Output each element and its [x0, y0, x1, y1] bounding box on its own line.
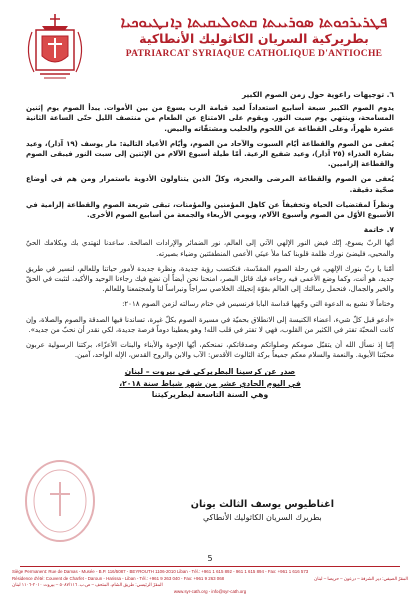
issued-year-of-patriarchate: وهي السنة التاسعة لبطريركيتنا — [151, 390, 269, 400]
issued-place: صدر عن كرسينا البطريركي في بيروت – لبنان — [124, 367, 296, 377]
issuance-statement — [26, 366, 394, 401]
signatory-name: اغناطيوس يوسف الثالث يونان — [190, 499, 334, 510]
footer-website: www.syr-cath.org - info@syr-cath.org — [173, 588, 247, 594]
section-7-paragraph-3: وختاماً لا نشبع به الدعوة التي وجّهها قداسة البابا فرنسيس في ختام رسالته لزمن الصوم ٢٠١٨: — [122, 300, 394, 309]
section-6-paragraph-3: يُعفى من الصوم والقطاعة المرضى والعجزة، وكلّ الذين يتناولون الأدوية باستمرار ومن هم في أوضاع صحّية دقيقة. — [26, 175, 394, 194]
letterhead-titles — [104, 14, 404, 61]
footer-address-ar: المقرّ الرئيسي: طريق الشام، المتحف – ص.ب. ٥٠٨٧/١١٦ – بيروت ٢٠١٠-١١٠٦ لبنان — [12, 582, 163, 588]
section-7-paragraph-2: أمّنا يا ربّ بنورك الإلهي، في رحلة الصوم المقدّسة، فنكتسب رؤية جديدة، ونظرة جديدة لأمور حياتنا وللعالم، لنسير في طريق جديد، هو أنت، وكما وضع الأعمى فيه رجاءه فيك قائل البصر، امنحنا نحن أيضاً أن نضع فيك رجاءنا الوحيد والأكيد، لتثبت في الحقّ والخير والجمال، فنحمل رسالتك إلى العالم بقوّة إنجيلك الخلاصي سراجاً ونبراساً لنا ولمجتمعنا وللعالم. — [26, 264, 394, 294]
section-6-paragraph-2: يُعفى من الصوم والقطاعة أيّام السبوت والآحاد من الصوم، وأيّام الأعياد التالية: مار يوسف (١٩ آذار)، وعيد بشارة العذراء (٢٥ آذار)، وعيد شفيع الرعية. أمّا طيلة أسبوع الآلام من الإثنين إلى سبت النور فيبقى الصوم والقطاعة إلزاميين. — [26, 139, 394, 169]
letter-body — [26, 88, 394, 401]
signature-block — [191, 498, 334, 524]
footer-row-3 — [12, 582, 408, 589]
footer-divider — [20, 566, 400, 567]
section-7-paragraph-1: أيّها الربّ يسوع، إنّك فيض النور الإلهي الآتي إلى العالم، نور الضمائر والإرادات الصالحة. ساعدنا لنهتدي بك وبكلامك الحيّ والمحيي، فليضئ نورك ظلمة قلوبنا كما ملأ عينَي الأعمى المنطفئتين وضياء بصيرته. — [26, 239, 394, 258]
syriac-title: ܦܛܪܝܪܟܘܬܐ ܣܘܪܝܝܬܐ ܩܬܘܠܝܩܝܬܐ ܕܐܢܛܝܘܟܝܐ — [120, 13, 388, 31]
issued-date: في اليوم الحادي عشر من شهر شباط سنة ٢٠١٨، — [119, 378, 301, 388]
arabic-title: بطريركية السريان الكاثوليك الأنطاكية — [139, 31, 369, 46]
patriarchal-coat-of-arms-icon — [20, 12, 90, 84]
french-title: PATRIARCAT SYRIAQUE CATHOLIQUE D'ANTIOCHE — [125, 49, 383, 59]
section-7-title: ٧. خاتمة — [363, 225, 394, 235]
letterhead — [0, 6, 420, 84]
section-7-paragraph-5: إنّنا إذ نسأل الله أن يتقبّل صومكم وصلواتكم وصدقاتكم، نمنحكم، أيّها الإخوة والأبناء والبنات الأعزّاء، بركتنا الرسولية عربون محبّتنا الأبوية. والنعمة والسلام معكم جميعاً بركة الثالوث الأقدس: الآب والابن والروح القدس، الإله الواحد، آمين. — [26, 341, 394, 360]
section-6-paragraph-4: ونظراً لمقتضيات الحياة وتخفيفاً عن كاهل المؤمنين والمؤمنات، تبقى شريعة الصوم والقطاعة إلزامية في الأسبوع الأوّل من الصوم وأسبوع الآلام، ويومي الأربعاء والجمعة من أسابيع الصوم الأخرى. — [26, 200, 394, 220]
patriarchal-seal-icon — [22, 458, 98, 544]
section-6-title: ٦. توجيهات راعوية حول زمن الصوم الكبير — [241, 90, 394, 99]
footer-summer-residence-fr: Résidence d'été: Couvent de Charfet - Daroun - Harissa - Liban - Tél.: +961 9 263 040 - Fax: +961 9 263 068 — [12, 575, 225, 581]
footer-summer-residence-ar: المقرّ الصيفي: دير الشرفة – درعون – حريصا – لبنان — [313, 575, 408, 581]
letterhead-footer — [12, 569, 408, 595]
section-7-quote: «أدعو قبل كلّ شيء، أعضاء الكنيسة إلى الانطلاق بحميّة في مسيرة الصوم بكلّ غيرة، تساندنا فيها الصدقة والصوم والصلاة، وإن كانت المحبّة تفتر في الكثير من القلوب، فهي لا تفتر في قلب الله! وهو يعطينا دوماً فرصة جديدة، لكي نقدر أن نحبّ من جديد». — [26, 315, 394, 334]
section-6-paragraph-1: يدوم الصوم الكبير سبعة أسابيع استعداداً لعيد قيامة الرب يسوع من بين الأموات. يبدأ الصوم يوم إثنين المسامحة، وينتهي يوم سبت النور. ويقوم على الامتناع عن الطعام من منتصف الليل حتّى الساعة الثانية عشرة ظهراً، وعلى القطاعة عن اللحوم والحليب ومشتقّاته والبيض. — [26, 104, 394, 133]
signatory-title: بطريرك السريان الكاثوليك الأنطاكي — [202, 513, 322, 522]
footer-address-fr: Siège Permanent: Rue de Damas - Musée - B.P. 116/5087 - BEYROUTH 1106-2010 Liban - Tél.: +961 1 615 892 - 961 1 615 894 - Fax: +961 1 616 573 — [12, 569, 309, 574]
page-number: 5 — [207, 554, 213, 563]
footer-row-1 — [12, 569, 408, 576]
footer-row-2 — [12, 576, 408, 583]
